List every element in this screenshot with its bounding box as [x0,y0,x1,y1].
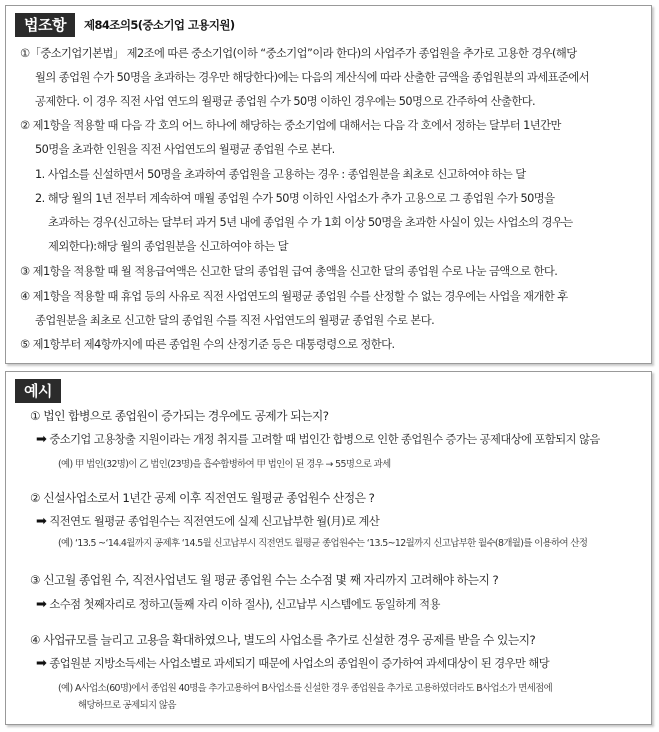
law-line: 종업원분을 최초로 신고한 달의 종업원 수를 직전 사업연도의 월평균 종업원 수로 본다. [35,314,435,327]
example-question: ② 신설사업소로서 1년간 공제 이후 직전연도 월평균 종업원수 산정은 ? [30,491,375,505]
example-note: (예) A사업소(60명)에서 종업원 40명을 추가고용하여 B사업소를 신설한 경우 종업원을 추가로 고용하였더라도 B사업소가 면세점에 [58,683,553,694]
law-line: 월의 종업원 수가 50명을 초과하는 경우만 해당한다)에는 다음의 계산식에 따라 산출한 금액을 종업원분의 과세표준에서 [35,71,590,84]
example-question: ④ 사업규모를 늘리고 고용을 확대하였으나, 별도의 사업소를 추가로 신설한 경우 공제를 받을 수 있는지? [30,633,536,647]
arrow-right-icon: ➡ [36,432,47,447]
law-section-tag: 법조항 [15,13,75,37]
example-answer-text: 중소기업 고용창출 지원이라는 개정 취지를 고려할 때 법인간 합병으로 인한 종업원수 증가는 공제대상에 포함되지 않음 [49,433,600,446]
law-line: ② 제1항을 적용할 때 다음 각 호의 어느 하나에 해당하는 중소기업에 대해서는 다음 각 호에서 정하는 달부터 1년간만 [20,119,561,132]
example-question: ③ 신고월 종업원 수, 직전사업년도 월 평균 종업원 수는 소수점 몇 째 자리까지 고려해야 하는지 ? [30,573,499,587]
example-answer-text: 소수점 첫째자리로 정하고(둘째 자리 이하 절사), 신고납부 시스템에도 동일하게 적용 [49,598,440,611]
example-answer [36,596,440,612]
examples-section-tag: 예시 [15,379,61,403]
law-line: 초과하는 경우(신고하는 달부터 과거 5년 내에 종업원 수 가 1회 이상 50명을 초과한 사실이 있는 사업소의 경우는 [48,216,573,229]
law-line: ④ 제1항을 적용할 때 휴업 등의 사유로 직전 사업연도의 월평균 종업원 수를 산정할 수 없는 경우에는 사업을 재개한 후 [20,290,568,303]
law-line: 2. 해당 월의 1년 전부터 계속하여 매월 종업원 수가 50명 이하인 사업소가 추가 고용으로 그 종업원 수가 50명을 [35,192,555,205]
example-answer [36,513,379,529]
law-line: 공제한다. 이 경우 직전 사업 연도의 월평균 종업원 수가 50명 이하인 경우에는 50명으로 간주하여 산출한다. [35,95,536,108]
law-line: 제외한다):해당 월의 종업원분을 신고하여야 하는 달 [48,240,288,253]
law-line: ⑤ 제1항부터 제4항까지에 따른 종업원 수의 산정기준 등은 대통령령으로 정한다. [20,338,395,351]
example-answer-text: 종업원분 지방소득세는 사업소별로 과세되기 때문에 사업소의 종업원이 증가하여 과세대상이 된 경우만 해당 [49,657,550,670]
law-line: 50명을 초과한 인원을 직전 사업연도의 월평균 종업원 수로 본다. [35,143,335,156]
arrow-right-icon: ➡ [36,656,47,671]
example-note: (예) 甲 법인(32명)이 乙 법인(23명)을 흡수합병하여 甲 법인이 된 경우 → 55명으로 과세 [58,459,391,470]
arrow-right-icon: ➡ [36,597,47,612]
example-answer [36,431,600,447]
example-note: (예) ‘13.5 ~‘14.4월까지 공제후 ‘14.5월 신고납부시 직전연도 월평균 종업원수는 ‘13.5~12월까지 신고납부한 월수(8개월)를 이용하여 산정 [58,538,588,549]
example-answer [36,655,549,671]
law-line: 1. 사업소를 신설하면서 50명을 초과하여 종업원을 고용하는 경우 : 종업원분을 최초로 신고하여야 하는 달 [35,168,526,181]
law-article-title: 제84조의5(중소기업 고용지원) [84,18,235,32]
law-line: ③ 제1항을 적용할 때 월 적용급여액은 신고한 달의 종업원 급여 총액을 신고한 달의 종업원 수로 나눈 금액으로 한다. [20,265,558,278]
example-note: 해당하므로 공제되지 않음 [78,700,176,711]
example-question: ① 법인 합병으로 종업원이 증가되는 경우에도 공제가 되는지? [30,409,329,423]
law-line: ①「중소기업기본법」 제2조에 따른 중소기업(이하 “중소기업”이라 한다)의 사업주가 종업원을 추가로 고용한 경우(해당 [20,47,577,60]
arrow-right-icon: ➡ [36,514,47,529]
example-answer-text: 직전연도 월평균 종업원수는 직전연도에 실제 신고납부한 월(月)로 계산 [49,515,380,528]
